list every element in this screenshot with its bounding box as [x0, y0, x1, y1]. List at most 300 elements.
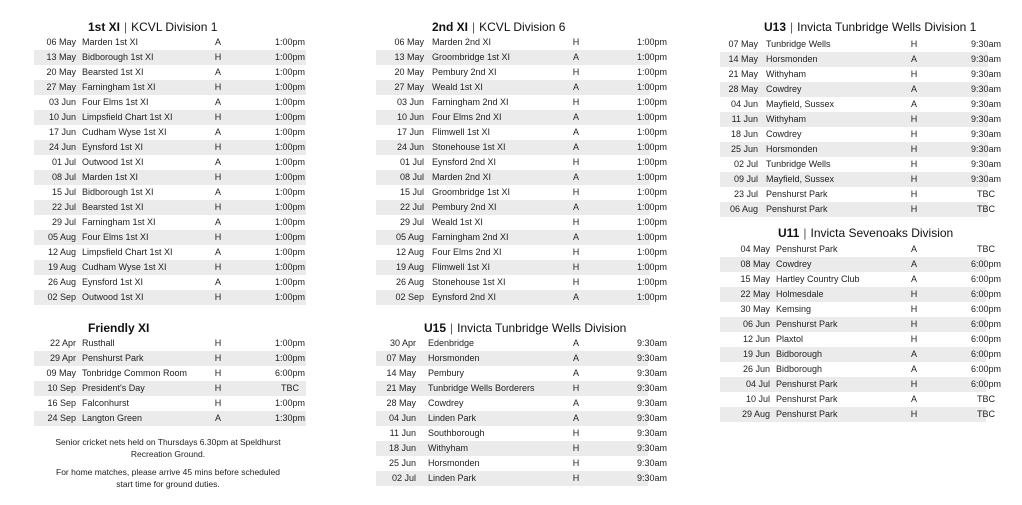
fixture-date: 18 Jun [388, 443, 416, 453]
fixture-date: 15 May [740, 274, 770, 284]
fixture-opponent: Four Elms 1st XI [82, 232, 149, 242]
fixture-row [376, 80, 668, 95]
fixture-row [376, 200, 668, 215]
fixture-venue: H [572, 262, 580, 272]
fixture-row [34, 200, 306, 215]
fixture-row [34, 125, 306, 140]
fixture-venue: H [214, 172, 222, 182]
fixture-row [34, 80, 306, 95]
fixture-venue: A [214, 217, 221, 227]
fixture-row [720, 172, 1002, 187]
fixture-time: 1:00pm [636, 262, 668, 272]
fixture-date: 15 Jul [399, 187, 424, 197]
fixture-opponent: Kemsing [776, 304, 812, 314]
title-separator: | [803, 226, 807, 240]
fixture-row [376, 230, 668, 245]
fixture-time: TBC [977, 204, 995, 214]
fixture-venue: H [214, 398, 222, 408]
fixture-time: 9:30am [970, 144, 1002, 154]
section-title [424, 320, 626, 336]
fixture-date: 16 Sep [47, 398, 76, 408]
fixture-row [34, 50, 306, 65]
fixture-date: 22 Jul [399, 202, 424, 212]
fixture-venue: A [572, 338, 579, 348]
fixture-row [376, 155, 668, 170]
fixture-time: 1:00pm [274, 97, 306, 107]
fixture-venue: A [572, 202, 579, 212]
fixture-row [720, 242, 995, 257]
fixture-venue: H [214, 142, 222, 152]
fixture-opponent: Four Elms 2nd XI [432, 247, 502, 257]
fixture-row [34, 155, 306, 170]
section-title [432, 19, 565, 35]
fixture-date: 28 May [386, 398, 416, 408]
fixture-venue: H [572, 458, 580, 468]
fixture-date: 10 Jun [396, 112, 424, 122]
fixture-time: TBC [977, 244, 995, 254]
fixture-opponent: Tunbridge Wells [766, 159, 831, 169]
fixture-venue: H [910, 174, 918, 184]
fixture-row [720, 67, 1002, 82]
fixture-time: 9:30am [636, 428, 668, 438]
fixture-opponent: Bidborough [776, 364, 823, 374]
fixture-time: 6:00pm [274, 368, 306, 378]
fixture-opponent: Groombridge 1st XI [432, 187, 511, 197]
fixture-venue: H [910, 409, 918, 419]
fixture-venue: A [910, 54, 917, 64]
fixture-date: 19 Aug [47, 262, 76, 272]
fixture-venue: A [572, 413, 579, 423]
fixture-opponent: Mayfield, Sussex [766, 174, 835, 184]
fixture-venue: H [214, 112, 222, 122]
fixture-date: 20 May [394, 67, 424, 77]
fixture-date: 01 Jul [51, 157, 76, 167]
fixture-time: 9:30am [970, 174, 1002, 184]
fixture-venue: H [214, 232, 222, 242]
fixture-opponent: Penshurst Park [776, 319, 838, 329]
fixture-time: 9:30am [636, 368, 668, 378]
fixture-date: 27 May [46, 82, 76, 92]
fixture-opponent: Farningham 2nd XI [432, 232, 509, 242]
fixture-venue: H [214, 52, 222, 62]
fixture-row [34, 366, 306, 381]
fixture-venue: A [214, 277, 221, 287]
fixture-row [720, 272, 1002, 287]
fixture-venue: H [572, 443, 580, 453]
fixture-row [34, 381, 306, 396]
fixture-opponent: Penshurst Park [776, 379, 838, 389]
fixture-opponent: Falconhurst [82, 398, 130, 408]
fixture-venue: A [572, 127, 579, 137]
fixture-row [720, 347, 1002, 362]
fixture-date: 22 May [740, 289, 770, 299]
fixture-row [720, 302, 1002, 317]
fixture-row [376, 65, 668, 80]
fixture-date: 24 Jun [48, 142, 76, 152]
fixture-opponent: Horsmonden [428, 458, 480, 468]
fixture-opponent: Outwood 1st XI [82, 292, 144, 302]
fixture-venue: H [910, 334, 918, 344]
fixture-row [720, 127, 1002, 142]
fixture-venue: A [572, 82, 579, 92]
fixture-row [376, 260, 668, 275]
fixture-time: TBC [977, 189, 995, 199]
fixture-venue: A [214, 127, 221, 137]
fixture-row [376, 456, 668, 471]
fixture-time: 1:00pm [274, 202, 306, 212]
fixture-row [720, 37, 1002, 52]
title-separator: | [472, 20, 476, 34]
fixture-venue: H [910, 39, 918, 49]
fixture-date: 12 Aug [395, 247, 424, 257]
fixture-date: 07 May [728, 39, 758, 49]
fixture-venue: H [910, 189, 918, 199]
fixture-opponent: Marden 2nd XI [432, 37, 492, 47]
fixture-row [376, 95, 668, 110]
fixture-date: 19 Jun [742, 349, 770, 359]
fixture-row [34, 411, 306, 426]
fixture-list [376, 336, 668, 486]
fixture-row [376, 471, 668, 486]
title-separator: | [124, 20, 128, 34]
fixture-row [376, 140, 668, 155]
division-name: KCVL Division 1 [131, 20, 218, 34]
fixture-time: 9:30am [636, 353, 668, 363]
fixture-opponent: Penshurst Park [776, 409, 838, 419]
fixture-venue: A [572, 232, 579, 242]
fixture-list [34, 336, 306, 426]
division-name: Invicta Sevenoaks Division [810, 226, 954, 240]
fixture-row [34, 396, 306, 411]
fixture-time: 1:00pm [274, 353, 306, 363]
fixture-date: 25 Jun [730, 144, 758, 154]
team-name: U13 [764, 20, 787, 34]
fixture-opponent: Eynsford 1st XI [82, 142, 144, 152]
fixture-row [34, 95, 306, 110]
fixture-date: 10 Jun [48, 112, 76, 122]
fixture-date: 02 Jul [733, 159, 758, 169]
fixture-row [376, 366, 668, 381]
fixture-opponent: President's Day [82, 383, 145, 393]
fixture-time: 1:00pm [636, 232, 668, 242]
fixture-date: 03 Jun [396, 97, 424, 107]
fixture-opponent: Horsmonden [428, 353, 480, 363]
fixture-date: 09 May [46, 368, 76, 378]
fixture-opponent: Bidborough [776, 349, 823, 359]
fixture-date: 11 Jun [389, 428, 416, 438]
fixture-time: 1:00pm [274, 157, 306, 167]
fixture-time: 1:00pm [636, 37, 668, 47]
fixture-time: 1:00pm [274, 127, 306, 137]
fixture-row [720, 407, 995, 422]
title-separator: | [450, 321, 454, 335]
fixture-venue: H [572, 277, 580, 287]
fixture-venue: H [214, 338, 222, 348]
fixture-date: 12 Jun [742, 334, 770, 344]
fixture-date: 04 Jun [730, 99, 758, 109]
fixture-time: 9:30am [636, 443, 668, 453]
fixture-opponent: Penshurst Park [766, 189, 828, 199]
fixture-date: 29 Jul [399, 217, 424, 227]
fixture-venue: H [572, 383, 580, 393]
fixture-row [720, 52, 1002, 67]
fixture-opponent: Linden Park [428, 413, 477, 423]
fixture-time: 9:30am [970, 99, 1002, 109]
fixture-opponent: Southborough [428, 428, 485, 438]
fixture-opponent: Mayfield, Sussex [766, 99, 835, 109]
fixture-opponent: Penshurst Park [766, 204, 828, 214]
fixture-venue: A [910, 84, 917, 94]
fixture-time: 9:30am [970, 114, 1002, 124]
fixture-date: 11 Jun [731, 114, 758, 124]
fixture-venue: H [214, 292, 222, 302]
fixture-time: 1:00pm [636, 277, 668, 287]
fixture-row [376, 441, 668, 456]
fixture-venue: H [910, 319, 918, 329]
fixture-time: 6:00pm [970, 379, 1002, 389]
fixture-row [376, 35, 668, 50]
fixture-opponent: Cudham Wyse 1st XI [82, 262, 167, 272]
fixture-time: 1:00pm [636, 97, 668, 107]
fixture-opponent: Hartley Country Club [776, 274, 860, 284]
fixture-date: 17 Jun [48, 127, 76, 137]
fixture-list [720, 37, 1002, 217]
fixture-date: 27 May [394, 82, 424, 92]
fixture-opponent: Eynsford 1st XI [82, 277, 144, 287]
fixture-time: 1:00pm [636, 67, 668, 77]
fixture-opponent: Penshurst Park [776, 394, 838, 404]
fixture-row [34, 230, 306, 245]
fixture-date: 04 May [740, 244, 770, 254]
fixture-opponent: Cowdrey [776, 259, 812, 269]
fixture-venue: A [910, 349, 917, 359]
fixture-time: 1:00pm [274, 67, 306, 77]
fixture-venue: A [214, 413, 221, 423]
fixture-time: 9:30am [636, 338, 668, 348]
fixture-opponent: Four Elms 1st XI [82, 97, 149, 107]
fixture-opponent: Marden 1st XI [82, 172, 139, 182]
fixture-time: 1:00pm [274, 398, 306, 408]
fixture-opponent: Cowdrey [766, 84, 802, 94]
fixture-row [376, 185, 668, 200]
fixture-venue: A [572, 52, 579, 62]
fixture-venue: H [572, 247, 580, 257]
fixture-list [376, 35, 668, 305]
fixture-row [34, 110, 306, 125]
fixture-date: 30 May [740, 304, 770, 314]
fixture-venue: H [910, 129, 918, 139]
fixture-venue: H [910, 304, 918, 314]
fixture-row [720, 317, 1002, 332]
fixture-row [34, 290, 306, 305]
fixture-opponent: Penshurst Park [776, 244, 838, 254]
fixture-time: 6:00pm [970, 274, 1002, 284]
fixture-time: 1:00pm [274, 142, 306, 152]
fixture-date: 08 Jul [51, 172, 76, 182]
fixture-venue: A [572, 142, 579, 152]
fixture-time: 9:30am [970, 84, 1002, 94]
fixture-row [376, 396, 668, 411]
fixture-opponent: Linden Park [428, 473, 477, 483]
team-name: 2nd XI [432, 20, 469, 34]
fixture-opponent: Bearsted 1st XI [82, 202, 144, 212]
fixture-opponent: Cowdrey [428, 398, 464, 408]
fixture-opponent: Outwood 1st XI [82, 157, 144, 167]
section-title [88, 19, 217, 35]
fixture-venue: H [910, 144, 918, 154]
fixture-date: 14 May [728, 54, 758, 64]
fixture-time: 1:00pm [274, 52, 306, 62]
fixture-time: 6:00pm [970, 364, 1002, 374]
fixture-date: 06 May [46, 37, 76, 47]
fixture-time: 9:30am [636, 473, 668, 483]
fixture-row [720, 157, 1002, 172]
fixture-time: TBC [977, 409, 995, 419]
fixture-venue: H [910, 114, 918, 124]
fixture-date: 17 Jun [396, 127, 424, 137]
fixture-row [34, 336, 306, 351]
fixture-time: TBC [281, 383, 299, 393]
fixture-date: 03 Jun [48, 97, 76, 107]
team-name: U15 [424, 321, 447, 335]
fixture-opponent: Limpsfield Chart 1st XI [82, 247, 173, 257]
fixture-time: 9:30am [636, 458, 668, 468]
fixture-opponent: Groombridge 1st XI [432, 52, 511, 62]
fixture-venue: H [572, 37, 580, 47]
fixture-venue: H [910, 204, 918, 214]
title-separator: | [790, 20, 794, 34]
fixture-list [34, 35, 306, 305]
fixture-venue: A [214, 247, 221, 257]
division-name: KCVL Division 6 [479, 20, 566, 34]
fixture-date: 04 Jul [745, 379, 770, 389]
fixture-date: 30 Apr [389, 338, 416, 348]
fixture-row [376, 275, 668, 290]
fixture-opponent: Bidborough 1st XI [82, 187, 154, 197]
fixture-venue: A [910, 259, 917, 269]
fixture-time: 1:00pm [636, 142, 668, 152]
fixture-row [376, 351, 668, 366]
fixture-opponent: Four Elms 2nd XI [432, 112, 502, 122]
fixture-opponent: Stonehouse 1st XI [432, 142, 506, 152]
fixture-venue: H [214, 262, 222, 272]
fixture-date: 10 Sep [47, 383, 76, 393]
fixture-venue: H [214, 82, 222, 92]
fixture-opponent: Rusthall [82, 338, 115, 348]
fixture-time: 1:00pm [274, 37, 306, 47]
fixture-row [376, 411, 668, 426]
fixture-row [34, 170, 306, 185]
fixture-date: 06 Aug [729, 204, 758, 214]
fixture-time: 1:00pm [274, 262, 306, 272]
team-name: Friendly XI [88, 321, 150, 335]
fixture-row [376, 170, 668, 185]
fixture-opponent: Langton Green [82, 413, 143, 423]
fixture-opponent: Marden 2nd XI [432, 172, 492, 182]
fixture-date: 08 May [740, 259, 770, 269]
fixture-time: 1:00pm [636, 157, 668, 167]
fixture-opponent: Tonbridge Common Room [82, 368, 188, 378]
fixture-date: 05 Aug [47, 232, 76, 242]
fixture-venue: H [214, 202, 222, 212]
fixture-opponent: Withyham [766, 69, 807, 79]
fixture-date: 24 Jun [396, 142, 424, 152]
fixture-row [376, 215, 668, 230]
fixture-venue: H [214, 368, 222, 378]
fixture-date: 08 Jul [399, 172, 424, 182]
fixture-date: 22 Apr [49, 338, 76, 348]
fixture-opponent: Stonehouse 1st XI [432, 277, 506, 287]
fixture-row [34, 275, 306, 290]
fixture-date: 25 Jun [388, 458, 416, 468]
fixture-opponent: Horsmonden [766, 54, 818, 64]
fixture-time: 1:00pm [636, 247, 668, 257]
fixture-time: 1:00pm [274, 232, 306, 242]
fixture-venue: H [572, 473, 580, 483]
fixture-date: 26 Jun [742, 364, 770, 374]
fixture-date: 22 Jul [51, 202, 76, 212]
fixture-date: 02 Sep [395, 292, 424, 302]
fixture-opponent: Bearsted 1st XI [82, 67, 144, 77]
fixture-opponent: Eynsford 2nd XI [432, 157, 497, 167]
fixture-date: 29 Aug [741, 409, 770, 419]
fixture-time: 9:30am [970, 69, 1002, 79]
fixture-time: 1:00pm [274, 247, 306, 257]
fixture-date: 07 May [386, 353, 416, 363]
fixture-time: 6:00pm [970, 319, 1002, 329]
fixture-venue: H [572, 157, 580, 167]
division-name: Invicta Tunbridge Wells Division 1 [797, 20, 977, 34]
fixture-date: 09 Jul [733, 174, 758, 184]
fixture-date: 06 Jun [742, 319, 770, 329]
fixture-opponent: Edenbridge [428, 338, 475, 348]
fixture-time: TBC [977, 394, 995, 404]
fixture-opponent: Holmesdale [776, 289, 824, 299]
fixture-row [376, 290, 668, 305]
fixture-time: 9:30am [970, 54, 1002, 64]
fixture-venue: A [214, 97, 221, 107]
fixture-time: 1:00pm [274, 112, 306, 122]
fixture-opponent: Cowdrey [766, 129, 802, 139]
fixture-opponent: Penshurst Park [82, 353, 144, 363]
fixture-venue: H [572, 187, 580, 197]
fixture-opponent: Farningham 2nd XI [432, 97, 509, 107]
fixture-date: 28 May [728, 84, 758, 94]
fixture-row [34, 245, 306, 260]
fixture-venue: A [910, 364, 917, 374]
fixture-row [720, 332, 1002, 347]
fixture-row [34, 185, 306, 200]
nets-note: Senior cricket nets held on Thursdays 6.30pm at Speldhurst Recreation Ground. [55, 437, 281, 459]
fixture-date: 26 Aug [395, 277, 424, 287]
fixture-venue: H [214, 383, 222, 393]
fixture-row [376, 381, 668, 396]
fixture-row [34, 65, 306, 80]
fixture-time: 1:00pm [274, 82, 306, 92]
fixture-venue: H [214, 353, 222, 363]
fixture-opponent: Marden 1st XI [82, 37, 139, 47]
fixture-row [34, 35, 306, 50]
fixture-date: 02 Sep [47, 292, 76, 302]
fixture-row [720, 82, 1002, 97]
fixture-list [720, 242, 1002, 422]
section-title [88, 320, 149, 336]
fixture-time: 1:00pm [274, 187, 306, 197]
fixture-opponent: Flimwell 1st XI [432, 127, 491, 137]
team-name: U11 [778, 226, 800, 240]
fixture-date: 06 May [394, 37, 424, 47]
fixture-opponent: Horsmonden [766, 144, 818, 154]
